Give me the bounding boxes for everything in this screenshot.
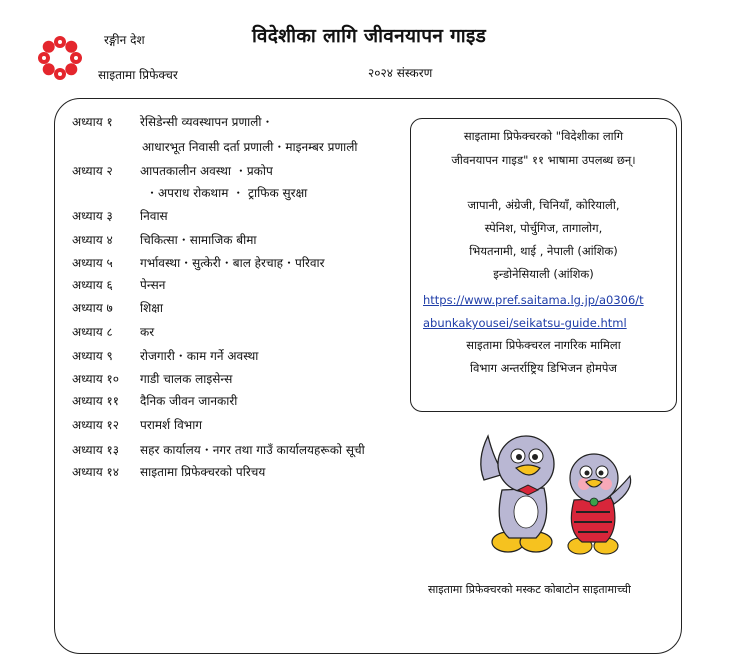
- chapter-title: निवास: [140, 209, 168, 223]
- department-line: साइतामा प्रिफेक्चरल नागरिक मामिला: [466, 338, 621, 352]
- chapter-number: अध्याय ३: [72, 209, 113, 223]
- language-info-box: [410, 118, 677, 412]
- header-tagline: रङ्गीन देश: [104, 33, 145, 47]
- language-list-line: स्पेनिश, पोर्चुगिज, तागालोग,: [484, 221, 603, 235]
- chapter-number: अध्याय १३: [72, 443, 120, 457]
- chapter-title-continued: आधारभूत निवासी दर्ता प्रणाली・माइनम्बर प्रणाली: [142, 140, 358, 154]
- chapter-title: शिक्षा: [140, 301, 163, 315]
- mascot-caption: साइतामा प्रिफेक्चरको मस्कट कोबाटोन साइतामाच्ची: [428, 583, 631, 596]
- saitamacchi-mascot-icon: [568, 454, 631, 554]
- page-title: विदेशीका लागि जीवनयापन गाइड: [252, 25, 487, 47]
- kobaton-mascot-icon: [481, 436, 554, 552]
- chapter-number: अध्याय ११: [72, 394, 120, 408]
- chapter-title: पेन्सन: [140, 278, 166, 292]
- chapter-title: चिकित्सा・सामाजिक बीमा: [140, 233, 257, 247]
- chapter-number: अध्याय ९: [72, 349, 113, 363]
- chapter-title: गाडी चालक लाइसेन्स: [140, 372, 233, 386]
- chapter-number: अध्याय १२: [72, 418, 120, 432]
- language-list-line: भियतनामी, थाई , नेपाली (आंशिक): [469, 244, 618, 258]
- department-line: विभाग अन्तर्राष्ट्रिय डिभिजन होमपेज: [470, 361, 617, 375]
- language-list-line: जापानी, अंग्रेजी, चिनियाँ, कोरियाली,: [467, 198, 620, 212]
- chapter-number: अध्याय १: [72, 115, 113, 129]
- chapter-title: दैनिक जीवन जानकारी: [140, 394, 238, 408]
- chapter-title: गर्भावस्था・सुत्केरी・बाल हेरचाह・परिवार: [140, 256, 325, 270]
- chapter-number: अध्याय ७: [72, 301, 113, 315]
- chapter-title: आपतकालीन अवस्था ・प्रकोप: [140, 164, 273, 178]
- chapter-title: कर: [140, 325, 155, 339]
- chapter-title: सहर कार्यालय・नगर तथा गाउँ कार्यालयहरूको सूची: [140, 443, 365, 457]
- info-intro-line: साइतामा प्रिफेक्चरको "विदेशीका लागि: [463, 129, 624, 143]
- saitama-logo-icon: [36, 34, 84, 82]
- guide-url-link[interactable]: https://www.pref.saitama.lg.jp/a0306/t: [423, 293, 644, 307]
- chapter-number: अध्याय ४: [72, 233, 113, 247]
- chapter-number: अध्याय ५: [72, 256, 113, 270]
- language-list-line: इन्डोनेसियाली (आंशिक): [493, 267, 594, 281]
- chapter-title-continued: ・अपराध रोकथाम ・ ट्राफिक सुरक्षा: [146, 186, 308, 200]
- chapter-number: अध्याय ८: [72, 325, 113, 339]
- chapter-number: अध्याय १४: [72, 465, 120, 479]
- chapter-number: अध्याय १०: [72, 372, 120, 386]
- mascot-illustration: [474, 430, 644, 558]
- chapter-title: परामर्श विभाग: [140, 418, 203, 432]
- edition-label: २०२४ संस्करण: [368, 66, 433, 80]
- chapter-title: रेसिडेन्सी व्यवस्थापन प्रणाली・: [140, 115, 274, 129]
- chapter-number: अध्याय २: [72, 164, 113, 178]
- chapter-title: साइतामा प्रिफेक्चरको परिचय: [140, 465, 266, 479]
- info-intro-line: जीवनयापन गाइड" ११ भाषामा उपलब्ध छन्।: [451, 153, 636, 167]
- guide-url-link-continued[interactable]: abunkakyousei/seikatsu-guide.html: [423, 316, 627, 330]
- chapter-title: रोजगारी・काम गर्ने अवस्था: [140, 349, 259, 363]
- header-prefecture: साइतामा प्रिफेक्चर: [98, 68, 178, 82]
- chapter-number: अध्याय ६: [72, 278, 113, 292]
